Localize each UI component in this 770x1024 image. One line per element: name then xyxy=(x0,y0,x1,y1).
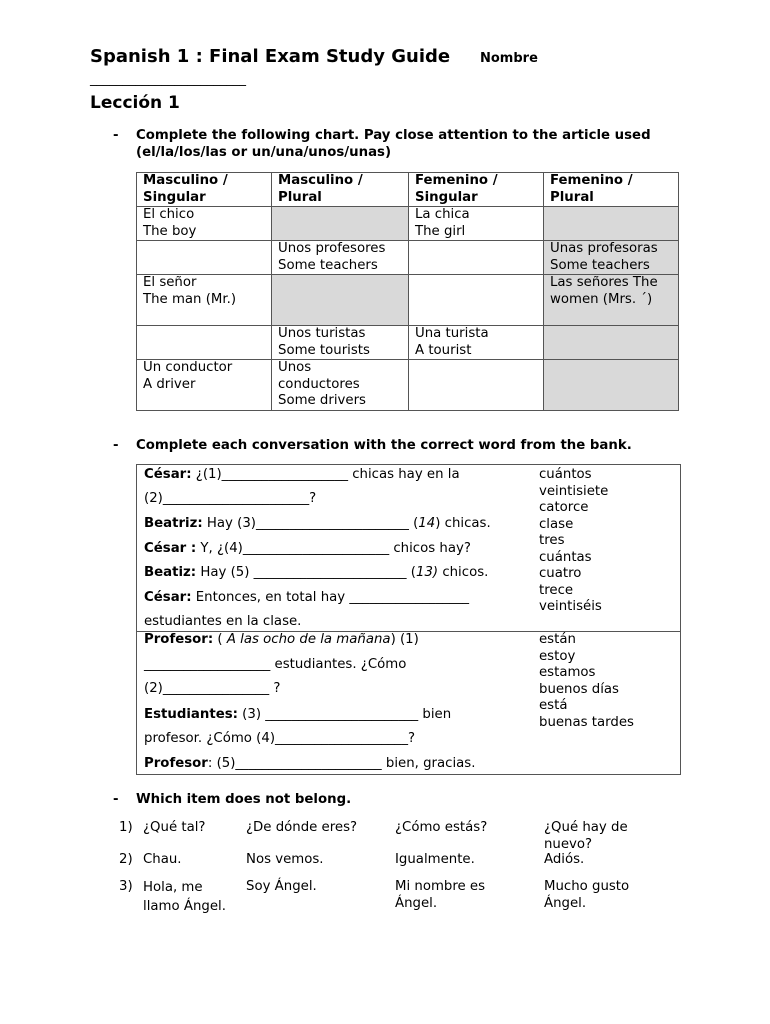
table-cell: Unos turistas Some tourists xyxy=(272,326,409,360)
conv2-line: profesor. ¿Cómo (4)____________________? xyxy=(144,731,416,746)
table-row xyxy=(137,275,679,326)
word-bank-1: cuántos veintisiete catorce clase tres cuántas cuatro trece veintiséis xyxy=(539,467,609,614)
page-title: Spanish 1 : Final Exam Study Guide xyxy=(90,46,451,67)
header-masc-plur: Masculino / Plural xyxy=(272,173,409,207)
conv1-line: César: Entonces, en total hay __________________ xyxy=(144,590,470,605)
word-bank-2: están estoy estamos buenos días está buenas tardes xyxy=(539,632,634,730)
conv2-line: Estudiantes: (3) _______________________ bien xyxy=(144,707,452,722)
conversation-instruction: Complete each conversation with the correct word from the bank. xyxy=(136,438,632,453)
table-row xyxy=(137,360,679,411)
conv2-line: Profesor: ( A las ocho de la mañana) (1) xyxy=(144,632,419,647)
table-cell: Las señores The women (Mrs. ´) xyxy=(544,275,679,326)
table-cell xyxy=(544,326,679,360)
conv1-line: César: ¿(1)___________________ chicas hay en la xyxy=(144,467,460,482)
section-title: Lección 1 xyxy=(90,93,180,113)
conversation-box xyxy=(136,464,681,775)
conv1-line: Beatiz: Hay (5) _______________________ (13) chicos. xyxy=(144,565,489,580)
table-row xyxy=(137,207,679,241)
header-fem-sing: Femenino / Singular xyxy=(409,173,544,207)
conv2-line: ___________________ estudiantes. ¿Cómo xyxy=(144,657,407,672)
table-cell: La chica The girl xyxy=(409,207,544,241)
table-cell xyxy=(409,241,544,275)
table-cell xyxy=(409,275,544,326)
table-cell: Unos conductores Some drivers xyxy=(272,360,409,411)
table-cell xyxy=(137,326,272,360)
bullet-dash: - xyxy=(113,128,119,143)
table-cell xyxy=(272,207,409,241)
table-cell: Una turista A tourist xyxy=(409,326,544,360)
conv1-line: estudiantes en la clase. xyxy=(144,614,302,629)
bullet-dash: - xyxy=(113,792,119,807)
conv1-line: César : Y, ¿(4)______________________ chicos hay? xyxy=(144,541,471,556)
name-label: Nombre xyxy=(480,51,538,66)
chart-instruction: Complete the following chart. Pay close attention to the article used (el/la/los/las or un/una/unos/unas) xyxy=(136,128,651,160)
table-cell xyxy=(272,275,409,326)
header-masc-sing: Masculino / Singular xyxy=(137,173,272,207)
header-fem-plur: Femenino / Plural xyxy=(544,173,679,207)
conv1-line: Beatriz: Hay (3)_______________________ (14) chicas. xyxy=(144,516,491,531)
table-row xyxy=(137,326,679,360)
table-cell xyxy=(409,360,544,411)
table-cell: El chico The boy xyxy=(137,207,272,241)
table-cell: El señor The man (Mr.) xyxy=(137,275,272,326)
conv1-line: (2)______________________? xyxy=(144,491,317,506)
belong-instruction: Which item does not belong. xyxy=(136,792,352,807)
table-cell xyxy=(544,360,679,411)
article-chart xyxy=(136,172,679,411)
table-row xyxy=(137,241,679,275)
conv2-line: (2)________________ ? xyxy=(144,681,281,696)
table-cell: Unos profesores Some teachers xyxy=(272,241,409,275)
table-cell xyxy=(137,241,272,275)
bullet-dash: - xyxy=(113,438,119,453)
name-blank: ________________________ xyxy=(90,72,246,87)
table-cell xyxy=(544,207,679,241)
table-cell: Unas profesoras Some teachers xyxy=(544,241,679,275)
conv2-line: Profesor: (5)______________________ bien, gracias. xyxy=(144,756,476,771)
table-cell: Un conductor A driver xyxy=(137,360,272,411)
